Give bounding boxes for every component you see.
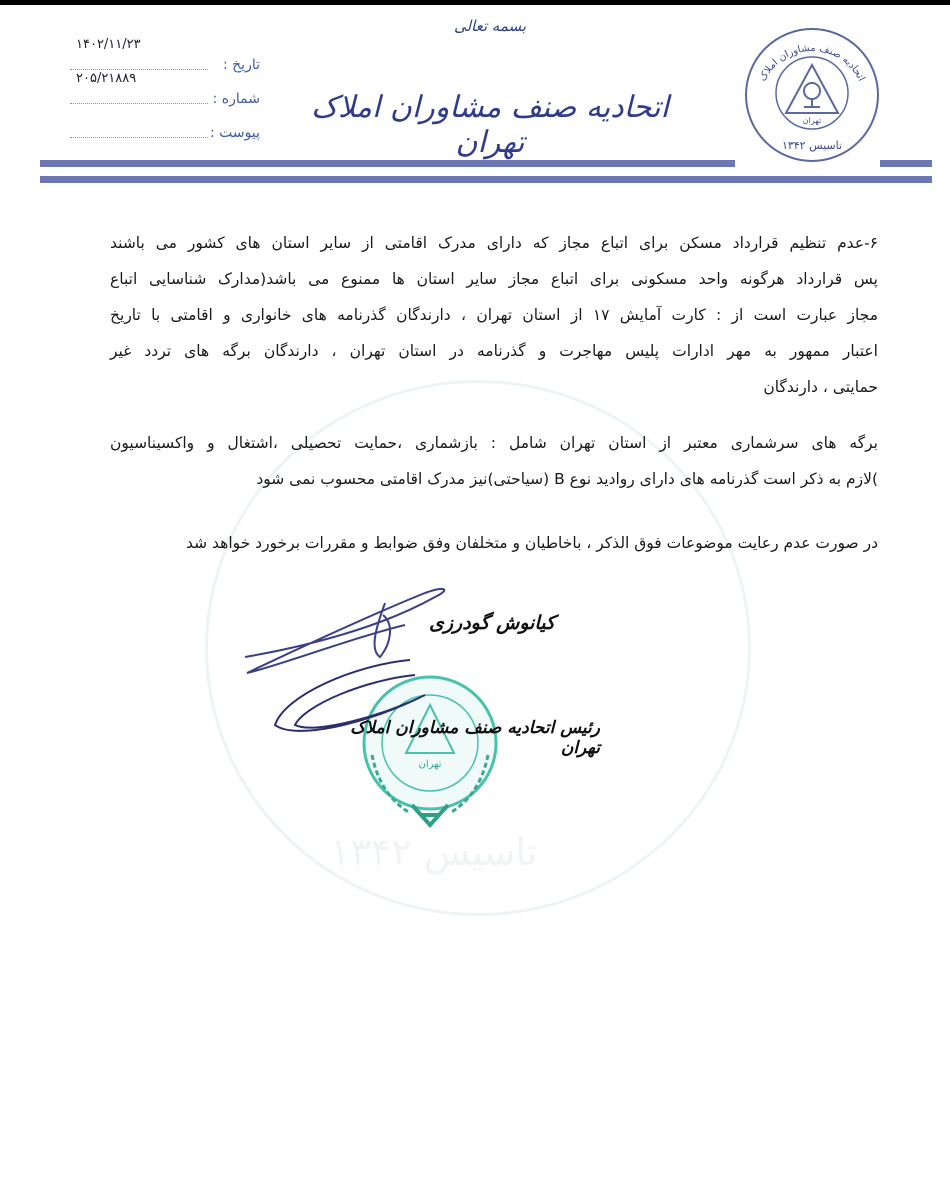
paragraph-line: اعتبار ممهور به مهر ادارات پلیس مهاجرت و گذرنامه در استان تهران ، دارندگان برگه های تردد غیر bbox=[110, 342, 878, 360]
attachment-dots bbox=[70, 137, 208, 138]
watermark-text: تاسیس ۱۳۴۲ bbox=[330, 830, 538, 874]
header-rule-top-left bbox=[40, 160, 735, 167]
number-value: ۲۰۵/۲۱۸۸۹ bbox=[76, 71, 137, 86]
letterhead bbox=[0, 5, 950, 180]
date-value: ۱۴۰۲/۱۱/۲۳ bbox=[76, 37, 141, 52]
attachment-row bbox=[70, 125, 260, 147]
header-rule-bottom bbox=[40, 176, 932, 183]
basmala: بسمه تعالی bbox=[453, 17, 527, 35]
logo-ring-text: اتحادیه صنف مشاوران املاک bbox=[757, 42, 867, 84]
signatory-title: رئیس اتحادیه صنف مشاوران املاک تهران bbox=[350, 718, 600, 758]
paragraph-line: ۶-عدم تنظیم قرارداد مسکن برای اتباع مجاز که دارای مدرک اقامتی از سایر استان های کشور می باشند bbox=[110, 234, 878, 252]
letter-body bbox=[110, 225, 878, 561]
paragraph-line: پس قرارداد هرگونه واحد مسکونی برای اتباع مجاز سایر استان ها ممنوع می باشد(مدارک شناسایی اتباع bbox=[110, 270, 878, 288]
header-rule-top-right bbox=[880, 160, 932, 167]
paragraph-line: برگه های سرشماری معتبر از استان تهران شامل : بازشماری ،حمایت تحصیلی ،اشتغال و واکسیناسیون bbox=[110, 434, 878, 452]
paragraph-line: مجاز عبارت است از : کارت آمایش ۱۷ از استان تهران ، دارندگان گذرنامه های خانواری و اقامتی با تاریخ bbox=[110, 306, 878, 324]
number-dots bbox=[70, 103, 208, 104]
date-label: تاریخ : bbox=[222, 57, 260, 73]
date-dots bbox=[70, 69, 208, 70]
union-logo-icon bbox=[742, 25, 882, 165]
paragraph-2 bbox=[110, 425, 878, 497]
paragraph-3 bbox=[110, 525, 878, 561]
signatory-name: کیانوش گودرزی bbox=[428, 612, 555, 634]
seal-center-text: تهران bbox=[418, 759, 442, 770]
logo-center-text: تهران bbox=[802, 116, 822, 125]
paragraph-1 bbox=[110, 225, 878, 405]
number-row bbox=[70, 71, 260, 113]
attachment-label: پیوست : bbox=[210, 125, 260, 141]
number-label: شماره : bbox=[212, 91, 260, 107]
letter-meta bbox=[70, 35, 260, 147]
paragraph-line: )لازم به ذکر است گذرنامه های دارای روادید نوع B (سیاحتی)نیز مدرک اقامتی محسوب نمی شود bbox=[256, 470, 878, 488]
paragraph-line: حمایتی ، دارندگان bbox=[763, 378, 878, 396]
organization-title: اتحادیه صنف مشاوران املاک تهران bbox=[311, 90, 669, 160]
paragraph-line: در صورت عدم رعایت موضوعات فوق الذکر ، باخاطیان و متخلفان وفق ضوابط و مقررات برخورد خواهد شد bbox=[185, 534, 878, 552]
logo-founded-text: تاسیس ۱۳۴۲ bbox=[781, 139, 843, 152]
